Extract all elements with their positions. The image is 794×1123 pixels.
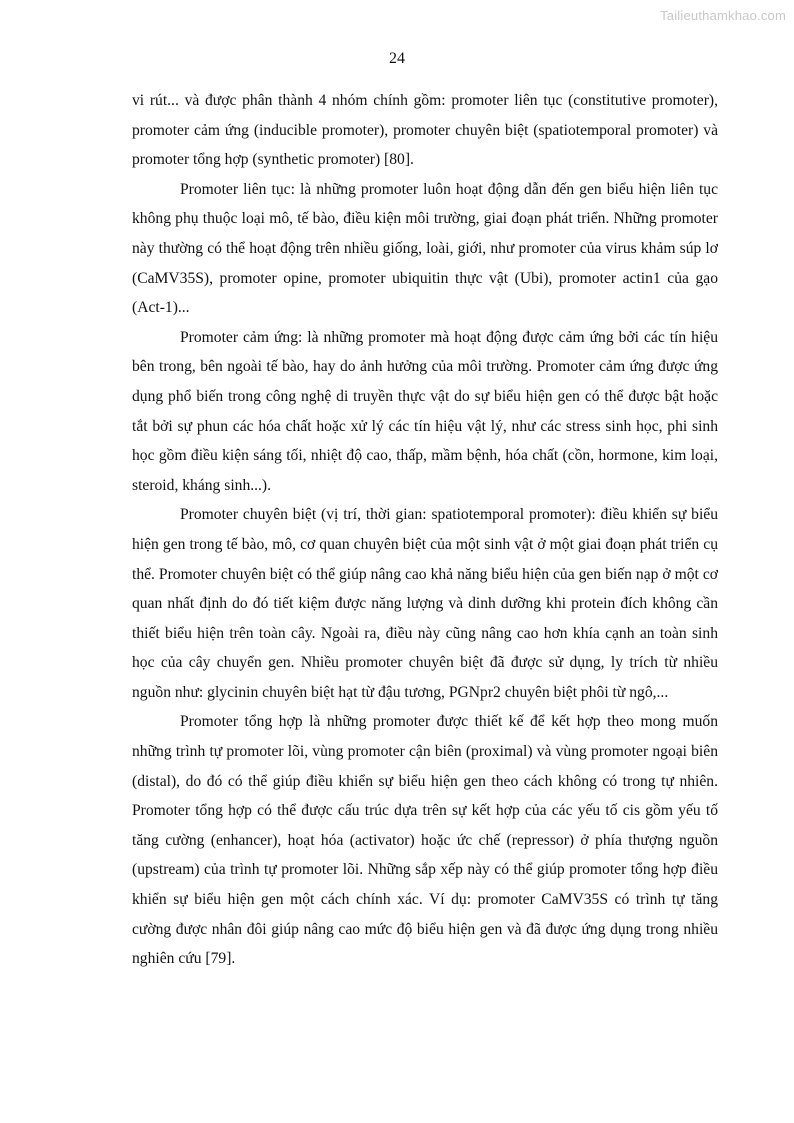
watermark: Tailieuthamkhao.com <box>660 8 786 23</box>
paragraph-spatiotemporal-promoter: Promoter chuyên biệt (vị trí, thời gian: spatiotemporal promoter): điều khiển sự biểu hiện gen trong tế bào, mô, cơ quan chuyên biệt của một sinh vật ở một giai đoạn phát triển cụ thể. Promoter chuyên biệt có thể giúp nâng cao khả năng biểu hiện của gen biến nạp ở một cơ quan nhất định do đó tiết kiệm được năng lượng và dinh dưỡng khi protein đích không cần thiết biểu hiện trên toàn cây. Ngoài ra, điều này cũng nâng cao hơn khía cạnh an toàn sinh học của cây chuyển gen. Nhiều promoter chuyên biệt đã được sử dụng, ly trích từ nhiều nguồn như: glycinin chuyên biệt hạt từ đậu tương, PGNpr2 chuyên biệt phôi từ ngô,... <box>132 506 718 701</box>
paragraph-constitutive-promoter: Promoter liên tục: là những promoter luôn hoạt động dẫn đến gen biểu hiện liên tục không phụ thuộc loại mô, tế bào, điều kiện môi trường, giai đoạn phát triển. Những promoter này thường có thể hoạt động trên nhiều giống, loài, giới, như promoter của virus khảm súp lơ (CaMV35S), promoter opine, promoter ubiquitin thực vật (Ubi), promoter actin1 của gạo (Act-1)... <box>132 180 718 317</box>
paragraph-inducible-promoter: Promoter cảm ứng: là những promoter mà hoạt động được cảm ứng bởi các tín hiệu bên trong, bên ngoài tế bào, hay do ảnh hưởng của môi trường. Promoter cảm ứng được ứng dụng phổ biến trong công nghệ di truyền thực vật do sự biểu hiện gen có thể được bật hoặc tắt bởi sự phun các hóa chất hoặc xử lý các tín hiệu vật lý, như các stress sinh học, phi sinh học gồm điều kiện sáng tối, nhiệt độ cao, thấp, mầm bệnh, hóa chất (cồn, hormone, kim loại, steroid, kháng sinh...). <box>132 328 718 494</box>
page-number: 24 <box>389 50 405 67</box>
document-body <box>132 86 718 974</box>
paragraph-synthetic-promoter: Promoter tổng hợp là những promoter được thiết kế để kết hợp theo mong muốn những trình tự promoter lõi, vùng promoter cận biên (proximal) và vùng promoter ngoại biên (distal), do đó có thể giúp điều khiển sự biểu hiện gen theo cách không có trong tự nhiên. Promoter tổng hợp có thể được cấu trúc dựa trên sự kết hợp của các yếu tố cis gồm yếu tố tăng cường (enhancer), hoạt hóa (activator) hoặc ức chế (repressor) ở phía thượng nguồn (upstream) của trình tự promoter lõi. Những sắp xếp này có thể giúp promoter tổng hợp điều khiển sự biểu hiện gen một cách chính xác. Ví dụ: promoter CaMV35S có trình tự tăng cường được nhân đôi giúp nâng cao mức độ biểu hiện gen và đã được ứng dụng trong nhiều nghiên cứu [79]. <box>132 713 718 968</box>
paragraph-continuation: vi rút... và được phân thành 4 nhóm chính gồm: promoter liên tục (constitutive promoter), promoter cảm ứng (inducible promoter), promoter chuyên biệt (spatiotemporal promoter) và promoter tổng hợp (synthetic promoter) [80]. <box>132 92 718 169</box>
